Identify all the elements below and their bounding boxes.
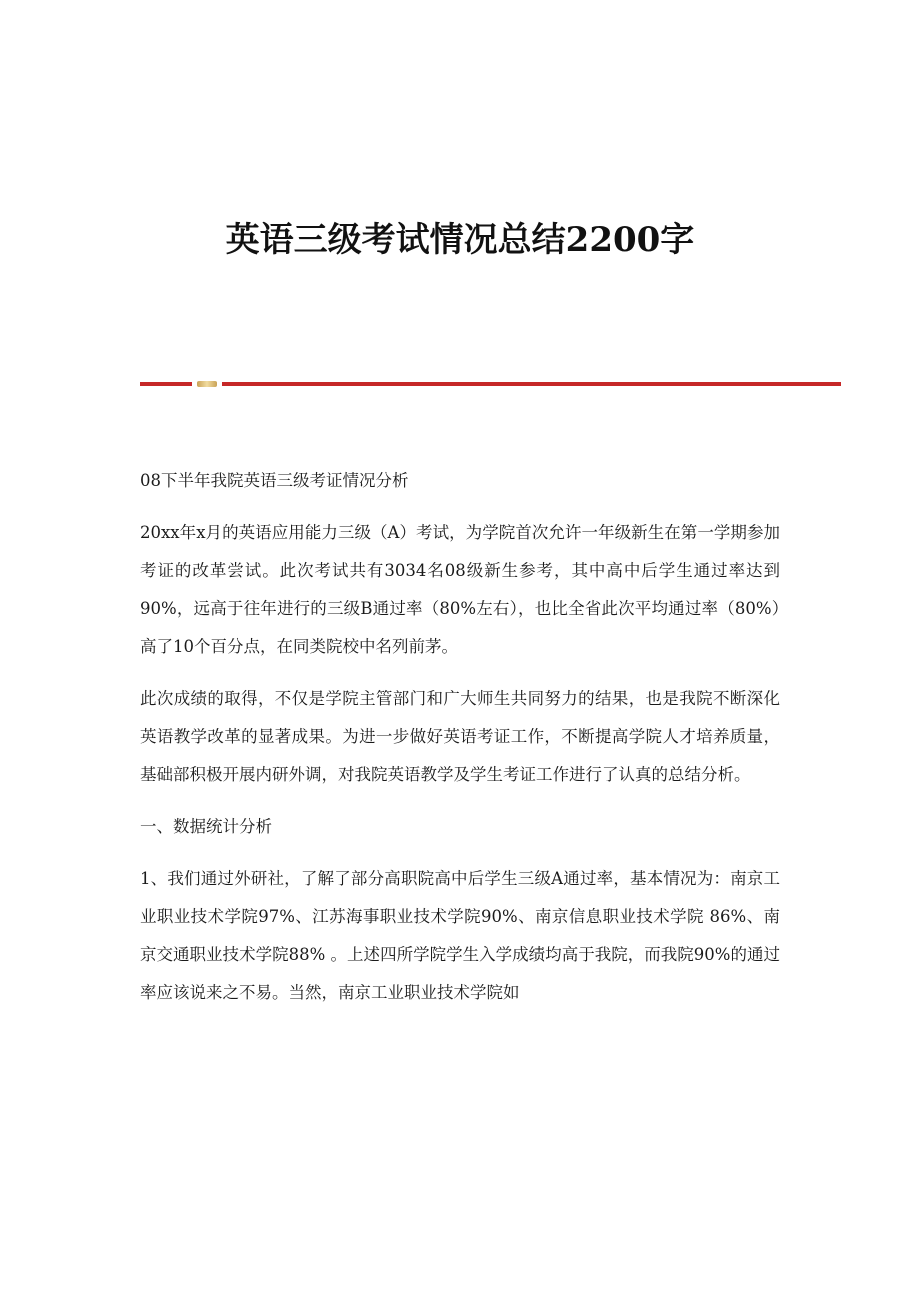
title-divider: [140, 380, 841, 387]
document-body: [140, 462, 780, 1026]
paragraph-intro: 20xx年x月的英语应用能力三级（A）考试，为学院首次允许一年级新生在第一学期参加考证的改革尝试。此次考试共有3034名08级新生参考，其中高中后学生通过率达到90%，远高于往年进行的三级B通过率（80%左右），也比全省此次平均通过率（80%）高了10个百分点，在同类院校中名列前茅。: [140, 523, 780, 656]
page-title: 英语三级考试情况总结2200字: [225, 220, 695, 260]
divider-ornament-icon: [197, 381, 217, 387]
section-heading-data-analysis: 一、数据统计分析: [140, 817, 272, 836]
paragraph-achievement: 此次成绩的取得，不仅是学院主管部门和广大师生共同努力的结果，也是我院不断深化英语教学改革的显著成果。为进一步做好英语考证工作，不断提高学院人才培养质量，基础部积极开展内研外调，对我院英语教学及学生考证工作进行了认真的总结分析。: [140, 689, 780, 784]
divider-bar-left: [140, 382, 192, 386]
paragraph-pass-rates: 1、我们通过外研社，了解了部分高职院高中后学生三级A通过率，基本情况为：南京工业职业技术学院97%、江苏海事职业技术学院90%、南京信息职业技术学院 86%、南京交通职业技术学院88% 。上述四所学院学生入学成绩均高于我院，而我院90%的通过率应该说来之不易。当然，南京工业职业技术学院如: [140, 869, 780, 1002]
section-subtitle: 08下半年我院英语三级考证情况分析: [140, 471, 409, 490]
divider-bar-right: [222, 382, 841, 386]
